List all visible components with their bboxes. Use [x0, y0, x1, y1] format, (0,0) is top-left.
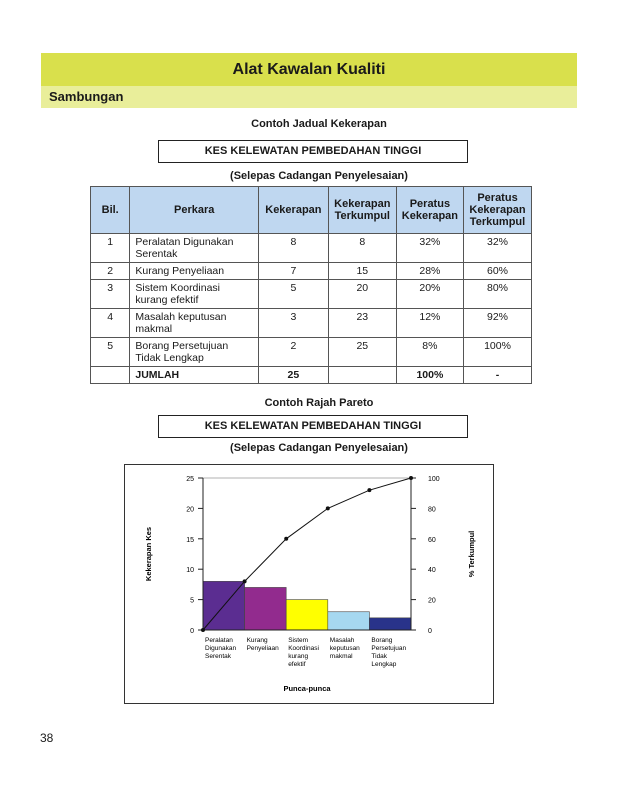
- cell: 2: [91, 263, 130, 280]
- x-axis-label: Punca-punca: [283, 684, 331, 693]
- bar: [328, 612, 370, 630]
- pareto-chart-frame: [124, 464, 494, 704]
- y-tick-label: 25: [186, 476, 194, 483]
- cell: 100%: [464, 338, 532, 367]
- chart-subtitle: (Selepas Cadangan Penyelesaian): [230, 442, 408, 454]
- cumulative-point: [201, 628, 205, 632]
- category-label: Masalah keputusan makmal: [329, 637, 360, 660]
- cell: 80%: [464, 280, 532, 309]
- category-label: Peralatan Digunakan Serentak: [205, 637, 237, 660]
- cell: 60%: [464, 263, 532, 280]
- table-total-row: [91, 367, 532, 384]
- cell: 23: [328, 309, 396, 338]
- bar: [286, 600, 328, 630]
- cell: 3: [91, 280, 130, 309]
- cell: 2: [258, 338, 328, 367]
- y2-tick-label: 20: [428, 597, 436, 605]
- chart-box-title: KES KELEWATAN PEMBEDAHAN TINGGI: [158, 415, 468, 438]
- category-label: Borang Persetujuan Tidak Lengkap: [371, 637, 407, 668]
- cell: 92%: [464, 309, 532, 338]
- cumulative-point: [284, 537, 288, 541]
- cell: Kurang Penyeliaan: [130, 263, 259, 280]
- cell: [91, 367, 130, 384]
- cumulative-point: [367, 488, 371, 492]
- total-label: JUMLAH: [130, 367, 259, 384]
- cell: 12%: [396, 309, 463, 338]
- cell: 8%: [396, 338, 463, 367]
- cell: -: [464, 367, 532, 384]
- y2-tick-label: 100: [428, 476, 440, 483]
- table-subtitle: (Selepas Cadangan Penyelesaian): [230, 170, 408, 182]
- bar: [245, 587, 287, 630]
- table-box-title: KES KELEWATAN PEMBEDAHAN TINGGI: [158, 140, 468, 163]
- cell: 1: [91, 234, 130, 263]
- y-tick-label: 0: [190, 628, 194, 635]
- col-header: Kekerapan: [258, 187, 328, 234]
- cumulative-point: [326, 506, 330, 510]
- cell: 20%: [396, 280, 463, 309]
- y-tick-label: 10: [186, 567, 194, 575]
- cell: 32%: [464, 234, 532, 263]
- category-label: Kurang Penyeliaan: [246, 637, 279, 652]
- cumulative-point: [243, 579, 247, 583]
- cell: [328, 367, 396, 384]
- table-row: [91, 263, 532, 280]
- y-tick-label: 20: [186, 506, 194, 514]
- col-header: Kekerapan Terkumpul: [328, 187, 396, 234]
- y2-axis-label: % Terkumpul: [467, 530, 476, 578]
- cell: 20: [328, 280, 396, 309]
- y-axis-label: Kekerapan Kes: [144, 526, 153, 582]
- table-row: [91, 338, 532, 367]
- cell: 28%: [396, 263, 463, 280]
- table-row: [91, 309, 532, 338]
- y2-tick-label: 40: [428, 567, 436, 575]
- frequency-table: [90, 186, 532, 384]
- cell: 5: [91, 338, 130, 367]
- cell: 4: [91, 309, 130, 338]
- y-tick-label: 5: [190, 597, 194, 605]
- cell: Peralatan Digunakan Serentak: [130, 234, 259, 263]
- cell: 5: [258, 280, 328, 309]
- cell: Borang Persetujuan Tidak Lengkap: [130, 338, 259, 367]
- col-header: Peratus Kekerapan Terkumpul: [464, 187, 532, 234]
- pareto-chart: [125, 465, 493, 703]
- table-header-row: [91, 187, 532, 234]
- y2-tick-label: 60: [428, 536, 436, 544]
- cell: Masalah keputusan makmal: [130, 309, 259, 338]
- cell: 8: [258, 234, 328, 263]
- table-caption: Contoh Jadual Kekerapan: [251, 118, 387, 130]
- cell: 25: [328, 338, 396, 367]
- cell: 25: [258, 367, 328, 384]
- page-header-title: Alat Kawalan Kualiti: [41, 53, 577, 86]
- bar: [369, 618, 411, 630]
- cell: 15: [328, 263, 396, 280]
- chart-caption: Contoh Rajah Pareto: [264, 397, 374, 409]
- cumulative-point: [409, 476, 413, 480]
- category-label: Sistem Koordinasi kurang efektif: [288, 637, 319, 668]
- section-label: Sambungan: [41, 86, 577, 108]
- cell: 3: [258, 309, 328, 338]
- col-header: Perkara: [130, 187, 259, 234]
- table-row: [91, 280, 532, 309]
- cell: 7: [258, 263, 328, 280]
- page-number: 38: [40, 731, 54, 745]
- col-header: Peratus Kekerapan: [396, 187, 463, 234]
- cell: 8: [328, 234, 396, 263]
- cell: 32%: [396, 234, 463, 263]
- cell: 100%: [396, 367, 463, 384]
- y2-tick-label: 80: [428, 506, 436, 514]
- y2-tick-label: 0: [428, 628, 432, 635]
- table-row: [91, 234, 532, 263]
- cell: Sistem Koordinasi kurang efektif: [130, 280, 259, 309]
- y-tick-label: 15: [186, 536, 194, 544]
- col-header: Bil.: [91, 187, 130, 234]
